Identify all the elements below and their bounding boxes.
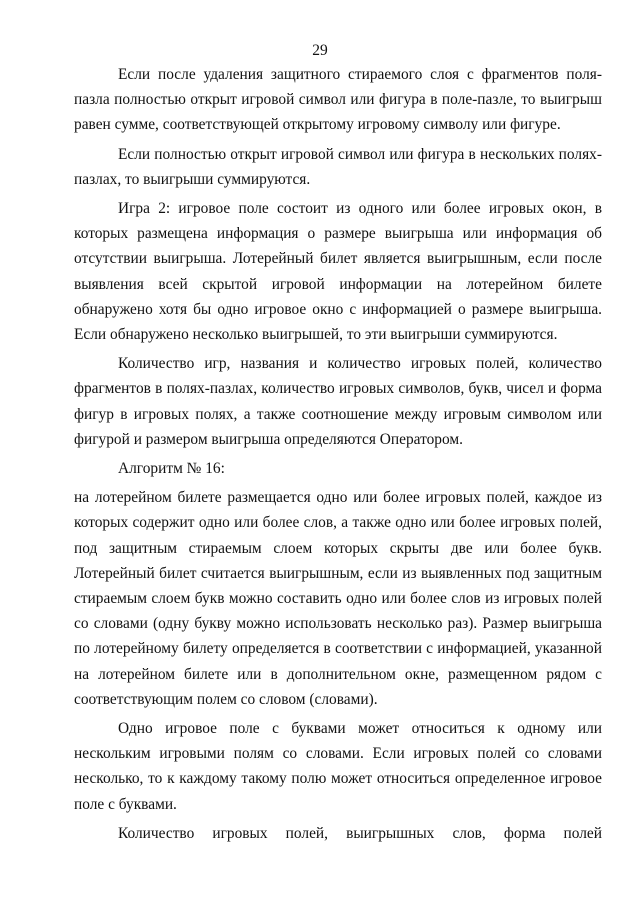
page-number: 29 [312, 42, 328, 59]
paragraph-algorithm-heading: Алгоритм № 16: [118, 460, 225, 478]
document-body [74, 62, 602, 850]
paragraph-operator-defines: Количество игр, названия и количество игровых полей, количество фрагментов в полях-пазлах, количество игровых символов, букв, чисел и форма фигур в игровых полях, а также соотношение между игровым символом или фигурой и размером выигрыша определяются Оператором. [74, 355, 602, 448]
paragraph-multiple-puzzles: Если полностью открыт игровой символ или фигура в нескольких полях-пазлах, то выигрыши суммируются. [74, 145, 602, 188]
paragraph-game-2: Игра 2: игровое поле состоит из одного или более игровых окон, в которых размещена информация о размере выигрыша или информация об отсутствии выигрыша. Лотерейный билет является выигрышным, если после выявления всей скрытой игровой информации на лотерейном билете обнаружено хотя бы одно игровое окно с информацией о размере выигрыша. Если обнаружено несколько выигрышей, то эти выигрыши суммируются. [74, 200, 602, 344]
paragraph-letter-field: Одно игровое поле с буквами может относиться к одному или нескольким игровыми полям со словами. Если игровых полей со словами несколько, то к каждому такому полю может относиться определенное игровое поле с буквами. [74, 720, 602, 813]
paragraph-puzzle-win: Если после удаления защитного стираемого слоя с фрагментов поля-пазла полностью открыт игровой символ или фигура в поле-пазле, то выигрыш равен сумме, соответствующей открытому игровому символу или фигуре. [74, 66, 602, 134]
paragraph-field-count: Количество игровых полей, выигрышных слов, форма полей [118, 824, 602, 842]
paragraph-algorithm-16: на лотерейном билете размещается одно или более игровых полей, каждое из которых содержит одно или более слов, а также одно или более игровых полей, под защитным стираемым слоем которых скрыты две или более букв. Лотерейный билет считается выигрышным, если из выявленных под защитным стираемым слоем букв можно составить одно или более слов из игровых полей со словами (одну букву можно использовать несколько раз). Размер выигрыша по лотерейному билету определяется в соответствии с информацией, указанной на лотерейном билете или в дополнительном окне, размещенном рядом с соответствующим полем со словом (словами). [74, 489, 602, 708]
